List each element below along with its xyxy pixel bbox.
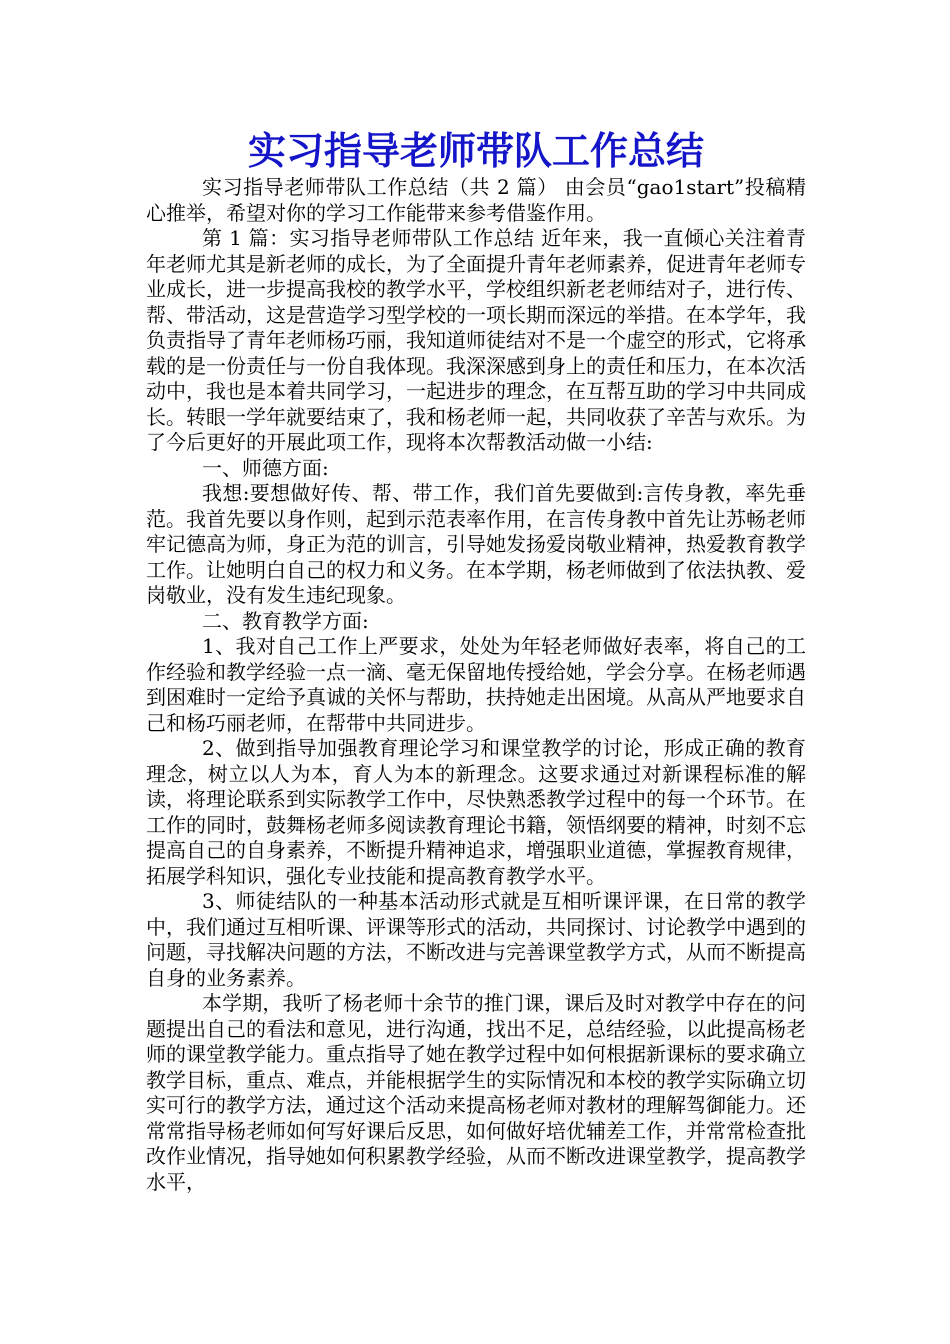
paragraph-intro: 实习指导老师带队工作总结（共 2 篇） 由会员“gao1start”投稿精心推举，希望对你的学习工作能带来参考借鉴作用。	[146, 175, 806, 225]
paragraph-ethics: 我想:要想做好传、帮、带工作，我们首先要做到:言传身教，率先垂范。我首先要以身作则，起到示范表率作用，在言传身教中首先让苏畅老师牢记德高为师，身正为范的训言，引导她发扬爱岗敬业精神，热爱教育教学工作。让她明白自己的权力和义务。在本学期，杨老师做到了依法执教、爱岗敬业，没有发生违纪现象。	[146, 481, 806, 607]
paragraph-semester: 本学期，我听了杨老师十余节的推门课，课后及时对教学中存在的问题提出自己的看法和意见，进行沟通，找出不足，总结经验，以此提高杨老师的课堂教学能力。重点指导了她在教学过程中如何根据新课标的要求确立教学目标，重点、难点，并能根据学生的实际情况和本校的教学实际确立切实可行的教学方法，通过这个活动来提高杨老师对教材的理解驾御能力。还常常指导杨老师如何写好课后反思，如何做好培优辅差工作，并常常检查批改作业情况，指导她如何积累教学经验，从而不断改进课堂教学，提高教学水平，	[146, 991, 806, 1194]
paragraph-part1-intro: 第 1 篇：实习指导老师带队工作总结 近年来，我一直倾心关注着青年老师尤其是新老师的成长，为了全面提升青年老师素养，促进青年老师专业成长，进一步提高我校的教学水平，学校组织新老老师结对子，进行传、帮、带活动，这是营造学习型学校的一项长期而深远的举措。在本学年，我负责指导了青年老师杨巧丽，我知道师徒结对不是一个虚空的形式，它将承载的是一份责任与一份自我体现。我深深感到身上的责任和压力，在本次活动中，我也是本着共同学习，一起进步的理念，在互帮互助的学习中共同成长。转眼一学年就要结束了，我和杨老师一起，共同收获了辛苦与欢乐。为了今后更好的开展此项工作，现将本次帮教活动做一小结:	[146, 226, 806, 454]
paragraph-teaching-2: 2、做到指导加强教育理论学习和课堂教学的讨论，形成正确的教育理念，树立以人为本，育人为本的新理念。这要求通过对新课程标准的解读，将理论联系到实际教学工作中，尽快熟悉教学过程中的每一个环节。在工作的同时，鼓舞杨老师多阅读教育理论书籍，领悟纲要的精神，时刻不忘提高自己的自身素养，不断提升精神追求，增强职业道德，掌握教育规律，拓展学科知识，强化专业技能和提高教育教学水平。	[146, 736, 806, 888]
heading-teaching: 二、教育教学方面:	[202, 608, 369, 633]
document-title: 实习指导老师带队工作总结	[247, 128, 704, 173]
paragraph-teaching-3: 3、师徒结队的一种基本活动形式就是互相听课评课，在日常的教学中，我们通过互相听课、评课等形式的活动，共同探讨、讨论教学中遇到的问题，寻找解决问题的方法，不断改进与完善课堂教学方式，从而不断提高自身的业务素养。	[146, 889, 806, 990]
paragraph-teaching-1: 1、我对自己工作上严要求，处处为年轻老师做好表率，将自己的工作经验和教学经验一点一滴、毫无保留地传授给她，学会分享。在杨老师遇到困难时一定给予真诚的关怀与帮助，扶持她走出困境。从高从严地要求自己和杨巧丽老师，在帮带中共同进步。	[146, 634, 806, 735]
document-body	[146, 175, 806, 1195]
heading-ethics: 一、师德方面:	[202, 455, 329, 480]
